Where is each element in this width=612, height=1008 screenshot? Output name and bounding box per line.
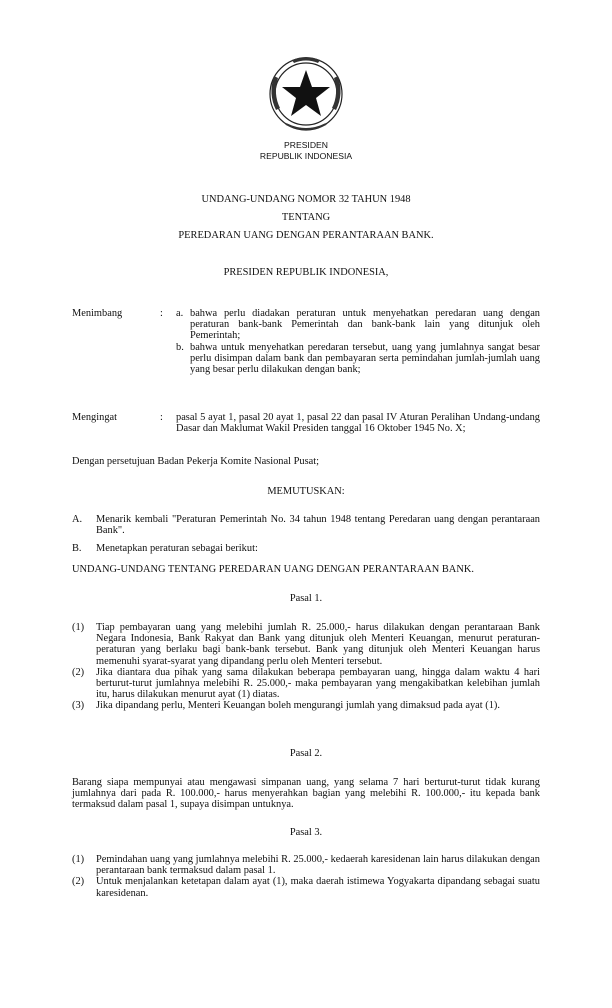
pasal-3-items	[72, 854, 540, 899]
pasal-2-text: Barang siapa mempunyai atau mengawasi simpanan uang, yang selama 7 hari berturut-turut tidak kurang jumlahnya dari pada R. 100.000,- harus menyerahkan bagian yang melebihi R. 100.000,- itu kepada bank termaksud dalam pasal 1, supaya disimpan untuknya.	[72, 777, 540, 811]
item-number: a.	[176, 308, 184, 319]
mengingat-colon: :	[160, 412, 163, 423]
header-republik-indonesia: REPUBLIK INDONESIA	[259, 151, 353, 161]
item-text: bahwa perlu diadakan peraturan untuk menyehatkan peredaran uang dengan peraturan bank-bank Pemerintah dan bank-bank lain yang ditunjuk oleh Pemerintah;	[190, 308, 540, 342]
item-number: (2)	[72, 876, 85, 888]
presidential-emblem-icon	[262, 50, 350, 138]
persetujuan-text: Dengan persetujuan Badan Pekerja Komite Nasional Pusat;	[72, 456, 320, 467]
decision-item	[72, 543, 540, 554]
title-line-3: PEREDARAN UANG DENGAN PERANTARAAN BANK.	[178, 230, 434, 241]
decisions-list	[72, 514, 540, 555]
item-text: Menarik kembali "Peraturan Pemerintah No. 34 tahun 1948 tentang Peredaran uang dengan perantaraan Bank".	[96, 514, 540, 537]
item-number: (3)	[72, 700, 85, 712]
item-number: B.	[72, 543, 82, 555]
item-text: Pemindahan uang yang jumlahnya melebihi R. 25.000,- kedaerah karesidenan lain harus dilakukan dengan perantaraan bank termaksud dalam pasal 1.	[96, 854, 540, 877]
mengingat-text: pasal 5 ayat 1, pasal 20 ayat 1, pasal 22 dan pasal IV Aturan Peralihan Undang-undang Dasar dan Maklumat Wakil Presiden tanggal 16 Oktober 1945 No. X;	[176, 412, 540, 435]
item-text: Menetapkan peraturan sebagai berikut:	[96, 543, 258, 555]
mengingat-label: Mengingat	[72, 412, 118, 423]
pasal-1-items	[72, 622, 540, 712]
pasal-3-title: Pasal 3.	[289, 827, 323, 838]
decision-item	[72, 514, 540, 536]
pasal-1-item	[72, 622, 540, 667]
pasal-3-item	[72, 854, 540, 876]
pasal-2-title: Pasal 2.	[289, 748, 323, 759]
header-presiden: PRESIDEN	[284, 140, 328, 150]
menimbang-colon: :	[160, 308, 163, 319]
item-text: Jika diantara dua pihak yang sama dilakukan beberapa pembayaran uang, hingga dalam waktu 4 hari berturut-turut jumlahnya melebihi R. 25.000,- maka pembayaran yang mengakibatkan kelebihan jumlah itu, harus dilakukan menurut ayat (1) diatas.	[96, 666, 540, 701]
item-text: Untuk menjalankan ketetapan dalam ayat (1), maka daerah istimewa Yogyakarta dipandang sebagai suatu karesidenan.	[96, 876, 540, 899]
mengingat-section	[72, 412, 540, 434]
item-number: (1)	[72, 622, 85, 633]
item-text: Tiap pembayaran uang yang melebihi jumlah R. 25.000,- harus dilakukan dengan perantaraan Bank Negara Indonesia, Bank Rakyat dan Bank yang ditunjuk oleh Menteri Keuangan, menurut peraturan-peraturan yang berlaku bagi bank-bank tersebut. Bank yang ditunjuk oleh Menteri Keuangan harus memenuhi syarat-syarat yang dipandang perlu oleh Menteri tersebut.	[96, 622, 540, 667]
item-number: A.	[72, 514, 83, 525]
menimbang-label: Menimbang	[72, 308, 123, 319]
item-number: (1)	[72, 854, 85, 865]
pasal-3-item	[72, 876, 540, 898]
memutuskan-heading: MEMUTUSKAN:	[267, 486, 345, 497]
item-number: (2)	[72, 666, 85, 678]
menimbang-section	[72, 308, 540, 375]
menimbang-item	[176, 342, 540, 376]
title-line-2: TENTANG	[281, 212, 331, 223]
president-line: PRESIDEN REPUBLIK INDONESIA,	[223, 267, 389, 278]
law-name: UNDANG-UNDANG TENTANG PEREDARAN UANG DENGAN PERANTARAAN BANK.	[72, 564, 474, 575]
menimbang-item	[176, 308, 540, 342]
title-line-1: UNDANG-UNDANG NOMOR 32 TAHUN 1948	[201, 194, 411, 205]
pasal-1-item	[72, 667, 540, 701]
pasal-1-item	[72, 700, 540, 711]
pasal-1-title: Pasal 1.	[289, 593, 323, 604]
item-number: b.	[176, 341, 184, 353]
item-text: Jika dipandang perlu, Menteri Keuangan boleh mengurangi jumlah yang dimaksud pada ayat (1).	[96, 700, 500, 712]
item-text: bahwa untuk menyehatkan peredaran tersebut, uang yang jumlahnya sangat besar perlu disimpan dalam bank dan pembayaran serta pemindahan jumlah-jumlah uang yang besar perlu dilakukan dengan bank;	[190, 341, 540, 376]
